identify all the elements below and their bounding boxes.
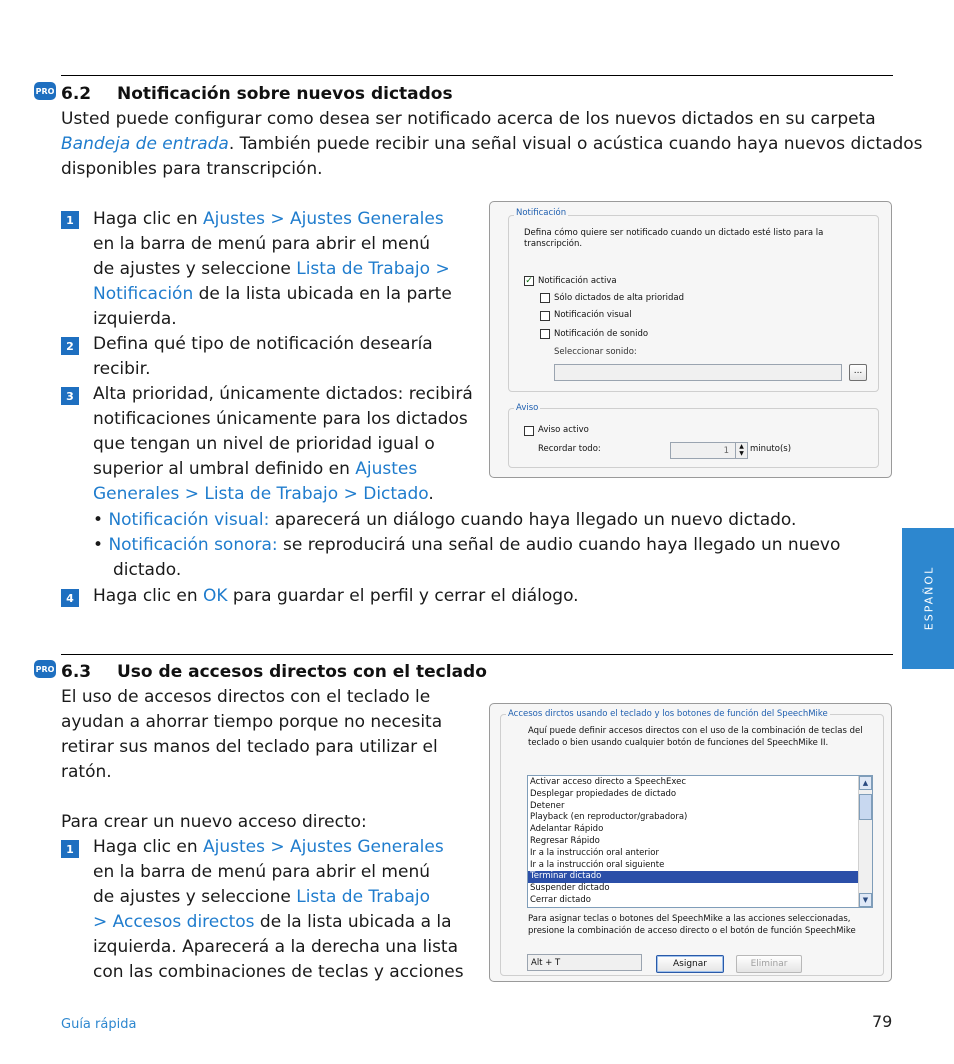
reminder-active-checkbox[interactable] <box>524 426 534 436</box>
inbox-link[interactable]: Bandeja de entrada <box>61 134 229 154</box>
step3-line-4 <box>93 457 473 482</box>
browse-sound-button[interactable]: ... <box>849 364 867 381</box>
actions-listbox[interactable] <box>527 775 873 908</box>
s63-l3-text: de ajustes y seleccione <box>93 887 297 907</box>
step-4-text <box>93 584 579 609</box>
action-list-item[interactable]: Regresar Rápido <box>530 835 600 846</box>
select-sound-label: Seleccionar sonido: <box>554 347 637 357</box>
section-number-62: 6.2 <box>61 84 92 104</box>
actions-list <box>528 776 858 907</box>
action-list-item[interactable]: Activar acceso directo a SpeechExec <box>530 777 687 787</box>
sound-notification-term: Notificación sonora: <box>108 535 278 555</box>
s63-step1-line-5: izquierda. Aparecerá a la derecha una lista <box>93 937 459 957</box>
s63-step1-line-3 <box>93 885 464 910</box>
intro-line-2-text: . También puede recibir una señal visual o acústica cuando haya nuevos dictados <box>228 134 923 154</box>
section-heading-62: Notificación sobre nuevos dictados <box>117 84 453 104</box>
step-number-4: 4 <box>61 589 79 607</box>
step1-line-3 <box>93 257 452 282</box>
step-1-text <box>93 207 452 332</box>
shortcuts-group-title: Accesos dirctos usando el teclado y los botones de función del SpeechMike <box>508 709 828 719</box>
s63-l4-text: de la lista ubicada a la <box>254 912 452 932</box>
step1-l3-text: de ajustes y seleccione <box>93 259 297 279</box>
s63-step1-line-4 <box>93 910 464 935</box>
sound-file-field[interactable] <box>554 364 842 381</box>
dictation-settings-link[interactable]: Generales > Lista de Trabajo > Dictado <box>93 484 429 504</box>
notification-description-1: Defina cómo quiere ser notificado cuando un dictado esté listo para la <box>524 228 824 238</box>
general-settings-link[interactable]: Ajustes <box>355 459 418 479</box>
action-list-item[interactable]: Adelantar Rápido <box>530 824 604 835</box>
step4-text-rest: para guardar el perfil y cerrar el diálogo. <box>227 586 579 606</box>
step-number-1-63: 1 <box>61 840 79 858</box>
shortcuts-description-2: teclado o bien usando cualquier botón de funciones del SpeechMike II. <box>528 738 829 748</box>
intro-line-3: disponibles para transcripción. <box>61 159 323 179</box>
assign-instructions-1: Para asignar teclas o botones del SpeechMike a las acciones seleccionadas, <box>528 914 851 924</box>
step1-l1-text: Haga clic en <box>93 209 203 229</box>
step1-l4-text: de la lista ubicada en la parte <box>193 284 452 304</box>
bullet-dot: • <box>93 535 104 555</box>
reminder-group <box>508 408 879 468</box>
step1-line-4 <box>93 282 452 307</box>
notification-link[interactable]: Notificación <box>93 284 194 304</box>
intro-line-1: Usted puede configurar como desea ser notificado acerca de los nuevos dictados en su carpeta <box>61 109 876 129</box>
step3-l4-text: superior al umbral definido en <box>93 459 356 479</box>
s63-step1-line-6: con las combinaciones de teclas y acciones <box>93 962 464 982</box>
pro-badge-63: PRO <box>34 660 56 678</box>
section-heading-63: Uso de accesos directos con el teclado <box>117 662 487 682</box>
shortcut-input[interactable] <box>527 954 642 971</box>
action-list-item[interactable]: Ir a la instrucción oral siguiente <box>530 859 665 870</box>
new-shortcut-heading: Para crear un nuevo acceso directo: <box>61 812 367 832</box>
step3-line-2: notificaciones únicamente para los dictados <box>93 409 468 429</box>
visual-notification-label: Notificación visual <box>554 310 632 320</box>
step-1-text-63 <box>93 835 464 985</box>
step4-text-a: Haga clic en <box>93 586 203 606</box>
bullet-visual-line <box>93 508 796 533</box>
footer-guide-label: Guía rápida <box>61 1017 137 1032</box>
page-number: 79 <box>872 1012 893 1031</box>
step3-line-5 <box>93 482 473 507</box>
step-2-text <box>93 332 433 382</box>
scroll-down-icon[interactable]: ▼ <box>859 893 872 907</box>
shortcut-value: Alt + T <box>531 958 561 968</box>
s63-step1-line-2: en la barra de menú para abrir el menú <box>93 862 431 882</box>
notification-description-2: transcripción. <box>524 239 583 249</box>
bullet-sound-text: se reproducirá una señal de audio cuando haya llegado un nuevo <box>277 535 841 555</box>
shortcuts-link[interactable]: > Accesos directos <box>93 912 255 932</box>
reminder-group-title: Aviso <box>516 403 539 413</box>
action-list-item[interactable]: Playback (en reproductor/grabadora) <box>530 812 688 823</box>
pro-badge-62: PRO <box>34 82 56 100</box>
step2-line-2: recibir. <box>93 359 151 379</box>
actions-scrollbar[interactable] <box>858 776 872 907</box>
step1-line-1 <box>93 207 452 232</box>
language-tab[interactable] <box>902 528 954 669</box>
bullet-sound <box>93 533 840 583</box>
step3-line-1: Alta prioridad, únicamente dictados: recibirá <box>93 384 473 404</box>
section-divider-63 <box>61 654 893 655</box>
visual-notification-term: Notificación visual: <box>108 510 270 530</box>
sound-notification-checkbox[interactable] <box>540 329 550 339</box>
section-title-62 <box>61 84 453 104</box>
scroll-up-icon[interactable]: ▲ <box>859 776 872 790</box>
spinner-arrows-icon[interactable]: ▲ ▼ <box>735 443 747 458</box>
step-number-2: 2 <box>61 337 79 355</box>
bullet-sound-line-2: dictado. <box>113 560 182 580</box>
action-list-item[interactable]: Terminar dictado <box>528 871 858 883</box>
high-priority-label: Sólo dictados de alta prioridad <box>554 293 685 303</box>
action-list-item[interactable]: Desplegar propiedades de dictado <box>530 788 677 799</box>
assign-instructions-2: presione la combinación de acceso directo o el botón de función SpeechMike <box>528 926 856 936</box>
remind-interval-value: 1 <box>723 446 729 456</box>
worklist-link-63[interactable]: Lista de Trabajo <box>296 887 431 907</box>
minutes-label: minuto(s) <box>750 444 792 454</box>
action-list-item[interactable]: Cerrar dictado <box>530 894 591 905</box>
shortcuts-intro-3: retirar sus manos del teclado para utilizar el <box>61 737 438 757</box>
scroll-thumb[interactable] <box>859 794 872 820</box>
shortcuts-intro-4: ratón. <box>61 762 112 782</box>
step3-line-3: que tengan un nivel de prioridad igual o <box>93 434 435 454</box>
visual-notification-checkbox[interactable] <box>540 311 550 321</box>
bullet-dot: • <box>93 510 104 530</box>
delete-button[interactable]: Eliminar <box>736 955 802 973</box>
assign-button[interactable]: Asignar <box>656 955 724 973</box>
worklist-link[interactable]: Lista de Trabajo > <box>296 259 450 279</box>
shortcuts-description-1: Aquí puede definir accesos directos con el uso de la combinación de teclas del <box>528 726 863 736</box>
step4-line <box>93 584 579 609</box>
notification-active-label: Notificación activa <box>538 276 617 286</box>
step3-l5-text: . <box>428 484 434 504</box>
intro-line-2 <box>61 132 923 157</box>
step-3-text <box>93 382 473 507</box>
language-tab-label: ESPAÑOL <box>922 565 936 631</box>
step1-line-2: en la barra de menú para abrir el menú <box>93 234 431 254</box>
reminder-active-label: Aviso activo <box>538 425 589 435</box>
action-list-item[interactable]: Detener <box>530 800 565 811</box>
action-list-item[interactable]: Suspender dictado <box>530 883 610 894</box>
action-list-item[interactable]: Ir a la instrucción oral anterior <box>530 847 659 858</box>
step-number-1: 1 <box>61 211 79 229</box>
bullet-sound-line <box>93 533 840 558</box>
remind-every-label: Recordar todo: <box>538 444 601 454</box>
remind-interval-input[interactable] <box>670 442 748 459</box>
shortcuts-intro-2: ayudan a ahorrar tiempo porque no necesita <box>61 712 443 732</box>
sound-notification-label: Notificación de sonido <box>554 329 649 339</box>
step1-line-5: izquierda. <box>93 309 177 329</box>
shortcuts-dialog <box>489 703 892 982</box>
notification-settings-dialog <box>489 201 892 478</box>
shortcuts-intro-1: El uso de accesos directos con el teclado le <box>61 687 431 707</box>
high-priority-checkbox[interactable] <box>540 293 550 303</box>
section-divider-62 <box>61 75 893 76</box>
notification-group-title: Notificación <box>516 208 567 218</box>
step2-line-1: Defina qué tipo de notificación desearía <box>93 334 433 354</box>
bullet-visual <box>93 508 796 533</box>
bullet-visual-text: aparecerá un diálogo cuando haya llegado un nuevo dictado. <box>269 510 797 530</box>
s63-step1-line-1 <box>93 835 464 860</box>
ok-link[interactable]: OK <box>203 586 228 606</box>
section-number-63: 6.3 <box>61 662 92 682</box>
s63-l1-text: Haga clic en <box>93 837 203 857</box>
settings-link[interactable]: Ajustes > Ajustes Generales <box>203 209 444 229</box>
step-number-3: 3 <box>61 387 79 405</box>
shortcuts-intro <box>61 685 442 785</box>
section-title-63 <box>61 662 487 682</box>
settings-link-63[interactable]: Ajustes > Ajustes Generales <box>203 837 444 857</box>
intro-paragraph-62 <box>61 107 923 182</box>
notification-active-checkbox[interactable]: ✓ <box>525 276 533 286</box>
